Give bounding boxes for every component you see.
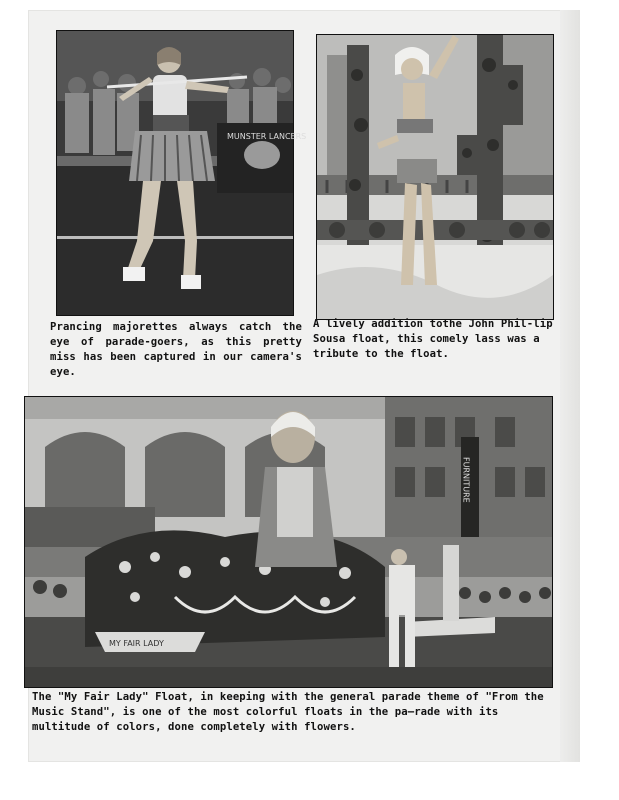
majorette-photo-image [57, 31, 307, 315]
majorette-caption: Prancing majorettes always catch the eye of parade-goers, as this pretty miss has been captured in our camera's eye. [50, 321, 302, 378]
sousa-float-caption: A lively addition tothe John Phil-lip Sousa float, this comely lass was a tribute to the float. [313, 318, 553, 360]
sousa-float-photo-image [317, 35, 553, 319]
majorette-photo [56, 30, 307, 316]
page-edge-shadow [560, 10, 580, 762]
lancers-banner-text: MUNSTER LANCERS [227, 132, 307, 141]
my-fair-lady-caption: The "My Fair Lady" Float, in keeping with the general parade theme of "From the Music Stand", is one of the most colorful floats in the pa—rade with its multitude of colors, done completely with flowers. [32, 691, 544, 733]
furniture-sign-text: FURNITURE [461, 457, 471, 503]
float-sign-text: MY FAIR LADY [109, 639, 164, 648]
sousa-float-photo [316, 34, 554, 320]
my-fair-lady-float-photo [24, 396, 553, 688]
my-fair-lady-float-photo-image [25, 397, 552, 687]
